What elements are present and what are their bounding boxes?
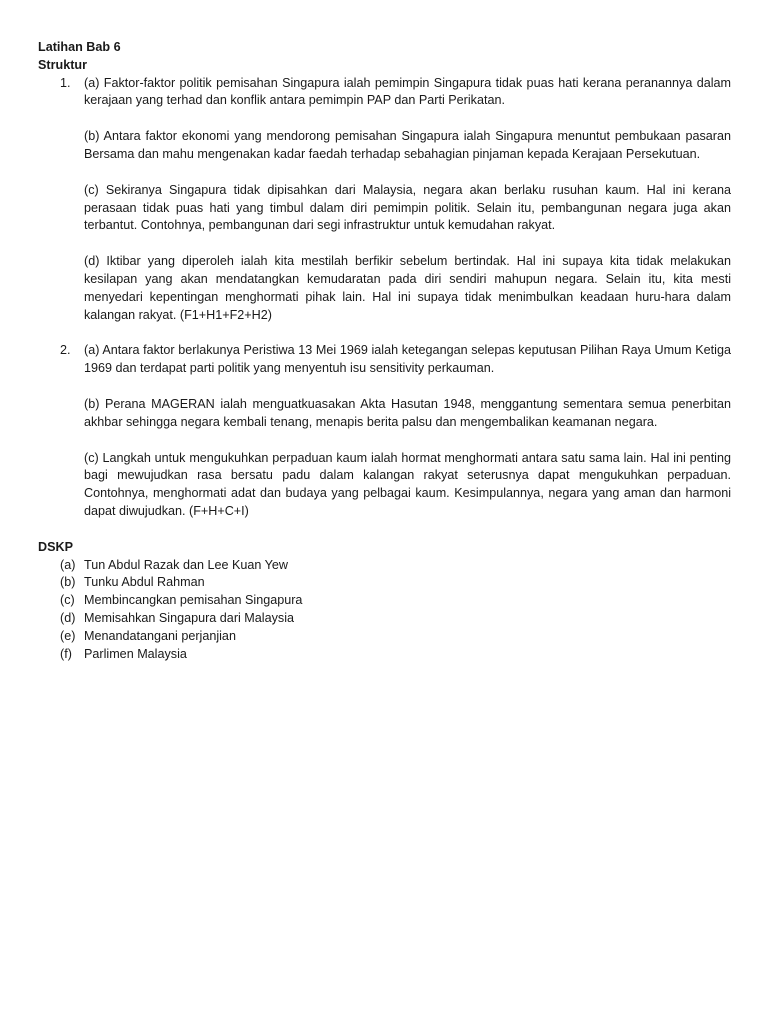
dskp-item-text: Membincangkan pemisahan Singapura (84, 593, 303, 608)
question-number: 2. (60, 343, 71, 358)
section-heading-struktur: Struktur (38, 57, 87, 72)
dskp-item-text: Parlimen Malaysia (84, 646, 187, 661)
dskp-item-letter: (f) (60, 646, 72, 661)
dskp-item-text: Tun Abdul Razak dan Lee Kuan Yew (84, 557, 288, 572)
dskp-item-letter: (b) (60, 575, 76, 590)
dskp-item-letter: (d) (60, 610, 76, 625)
dskp-item-text: Memisahkan Singapura dari Malaysia (84, 610, 294, 625)
answer-paragraph-2b: (b) Perana MAGERAN ialah menguatkuasakan Akta Hasutan 1948, menggantung sementara semua penerbitan akhbar sehingga negara kembali tenang, menapis berita palsu dan mengembalikan keamanan negara. (84, 396, 731, 429)
dskp-item-text: Menandatangani perjanjian (84, 628, 236, 643)
answer-paragraph-1a: (a) Faktor-faktor politik pemisahan Singapura ialah pemimpin Singapura tidak puas hati kerana peranannya dalam kerajaan yang terhad dan konflik antara pemimpin PAP dan Parti Perikatan. (84, 75, 731, 108)
dskp-item-c (38, 592, 731, 610)
answer-paragraph-1c: (c) Sekiranya Singapura tidak dipisahkan dari Malaysia, negara akan berlaku rusuhan kaum. Hal ini kerana perasaan tidak puas hati yang timbul dalam diri pemimpin politik. Selain itu, pembangunan negara juga akan terbantut. Contohnya, pembangunan dari segi infrastruktur untuk kemudahan rakyat. (84, 182, 731, 233)
dskp-item-letter: (e) (60, 628, 76, 643)
dskp-item-letter: (c) (60, 593, 75, 608)
question-list (38, 75, 731, 521)
section-heading-dskp: DSKP (38, 539, 73, 554)
dskp-item-e (38, 628, 731, 646)
question-item-1 (38, 75, 731, 325)
answer-paragraph-2a: (a) Antara faktor berlakunya Peristiwa 13 Mei 1969 ialah ketegangan selepas keputusan Pilihan Raya Umum Ketiga 1969 dan terdapat parti politik yang menyentuh isu sensitivity perkauman. (84, 343, 731, 376)
document-page (38, 39, 731, 663)
answer-paragraph-1d: (d) Iktibar yang diperoleh ialah kita mestilah berfikir sebelum bertindak. Hal ini supaya kita tidak melakukan kesilapan yang akan mendatangkan kemudaratan pada diri sendiri mahupun negara. Selain itu, kita mesti menyedari kepentingan menghormati pihak lain. Hal ini supaya tidak menimbulkan keadaan huru-hara dalam kalangan rakyat. (F1+H1+F2+H2) (84, 254, 731, 322)
question-item-2 (38, 342, 731, 520)
answer-paragraph-2c: (c) Langkah untuk mengukuhkan perpaduan kaum ialah hormat menghormati antara satu sama lain. Hal ini penting bagi mewujudkan rasa bersatu padu dalam kalangan rakyat seterusnya dapat mengukuhkan perpaduan. Contohnya, menghormati adat dan budaya yang pelbagai kaum. Kesimpulannya, negara yang aman dan harmoni dapat diwujudkan. (F+H+C+I) (84, 450, 731, 518)
dskp-item-letter: (a) (60, 557, 76, 572)
dskp-item-f (38, 646, 731, 664)
dskp-item-a (38, 557, 731, 575)
question-number: 1. (60, 75, 71, 90)
document-title: Latihan Bab 6 (38, 40, 121, 54)
dskp-item-text: Tunku Abdul Rahman (84, 575, 205, 590)
dskp-item-b (38, 574, 731, 592)
dskp-list (38, 557, 731, 664)
dskp-item-d (38, 610, 731, 628)
answer-paragraph-1b: (b) Antara faktor ekonomi yang mendorong pemisahan Singapura ialah Singapura menuntut pembukaan pasaran Bersama dan mahu mengenakan kadar faedah terhadap sebahagian pinjaman kepada Kerajaan Persekutuan. (84, 129, 731, 161)
